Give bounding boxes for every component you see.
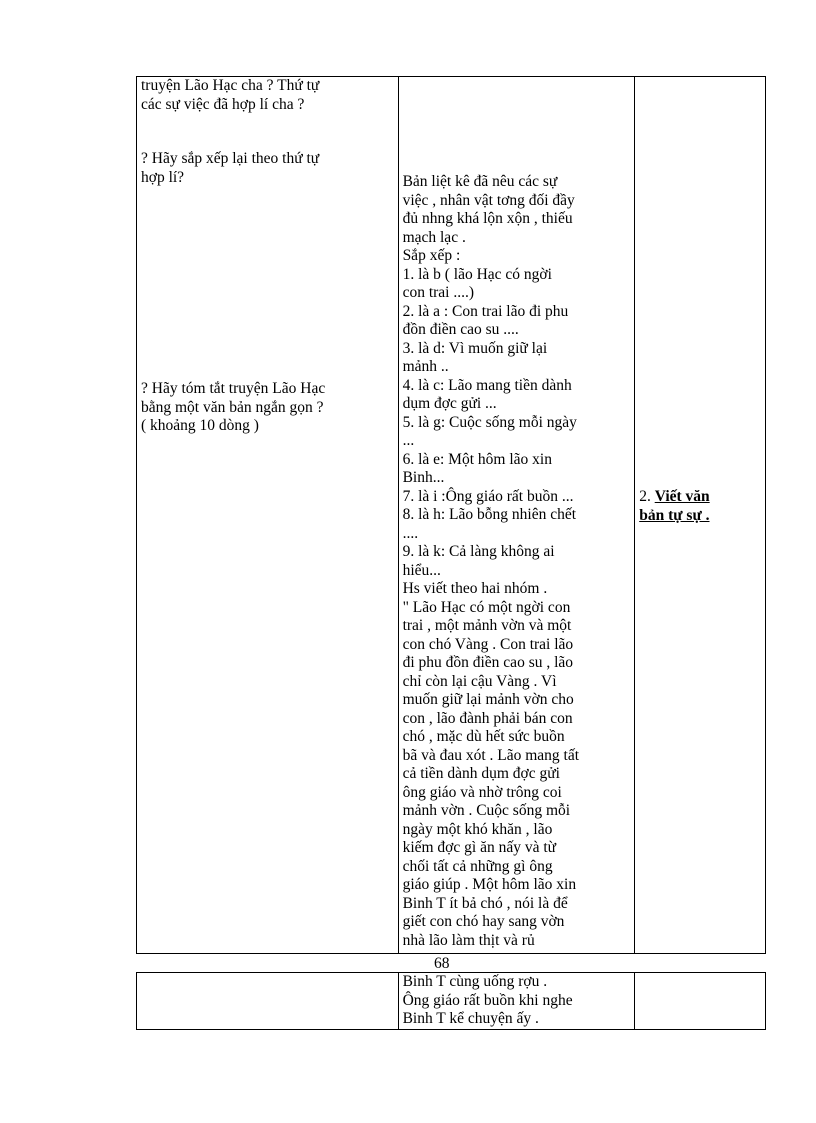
text-line: ... [402,432,415,449]
text-line: " Lão Hạc có một ngời con [402,598,571,616]
text-line: cả tiền dành dụm đợc gửi [402,765,560,782]
text-line: 6. là e: Một hôm lão xin [402,450,552,468]
text-line: chối tất cả những gì ông [402,857,553,875]
text-line: Ông giáo rất buồn khi nghe [402,991,573,1009]
text-line: truyện Lão Hạc cha ? Thứ tự [141,77,320,94]
text-line: đủ nhng khá lộn xộn , thiếu [402,210,573,227]
text-line: 1. là b ( lão Hạc có ngời [402,265,552,283]
text-line: 9. là k: Cả làng không ai [402,543,555,560]
lesson-table [136,76,766,954]
section-heading-cell [635,77,766,954]
text-line: ngày một khó khăn , lão [402,820,553,838]
text-line: muốn giữ lại mảnh vờn cho [402,691,574,708]
text-line: dụm đợc gửi ... [402,395,497,412]
text-line: hiểu... [402,561,441,579]
continuation-table [136,972,766,1030]
text-line: hợp lí? [141,168,185,186]
text-line: 5. là g: Cuộc sống mỗi ngày [402,413,577,431]
answer-text [403,173,631,950]
text-line: Binh T ít bả chó , nói là để [402,894,568,912]
text-line: các sự việc đã hợp lí cha ? [141,95,305,113]
section-title-continued: bản tự sự . [639,506,710,524]
text-line: .... [402,524,419,542]
text-line: mảnh .. [402,358,449,375]
answers-cell [398,77,635,954]
text-line: đi phu đồn điền cao su , lão [402,654,574,671]
question-1 [141,77,394,114]
text-line: kiếm đợc gì ăn nấy và từ [402,839,557,856]
text-line: việc , nhân vật tơng đối đầy [402,191,575,209]
section-number: 2. [639,488,651,505]
page-number: 68 [434,955,450,972]
text-line: nhà lão làm thịt và rủ [402,931,535,949]
question-3 [141,380,394,436]
text-line: ? Hãy sắp xếp lại theo thứ tự [141,150,320,167]
text-line: Binh... [402,469,445,486]
empty-cell [635,973,766,1030]
text-line: Binh T cùng uống rợu . [402,973,548,990]
text-line: đồn điền cao su .... [402,321,519,338]
text-line: Hs viết theo hai nhóm . [402,580,548,597]
text-line: ? Hãy tóm tắt truyện Lão Hạc [141,380,326,397]
text-line: Sắp xếp : [402,247,461,264]
text-line: ( khoảng 10 dòng ) [141,417,259,434]
table-row [137,77,766,954]
text-line: chó , mặc dù hết sức buồn [402,728,565,745]
section-title: Viết văn [654,488,710,505]
text-line: ông giáo và nhờ trông coi [402,783,562,801]
text-line: 2. là a : Con trai lão đi phu [402,302,569,320]
text-line: 8. là h: Lão bỗng nhiên chết [402,506,577,523]
empty-cell [137,973,399,1030]
text-line: trai , một mảnh vờn và một [402,617,572,634]
text-line: mảnh vờn . Cuộc sống mỗi [402,802,571,819]
text-line: con , lão đành phải bán con [402,709,573,727]
text-line: chỉ còn lại cậu Vàng . Vì [402,672,557,690]
text-line: bằng một văn bản ngắn gọn ? [141,398,324,416]
text-line: con chó Vàng . Con trai lão [402,635,574,653]
text-line: 3. là d: Vì muốn giữ lại [402,339,548,357]
answers-continued-cell [398,973,635,1030]
text-line: Bản liệt kê đã nêu các sự [402,173,558,190]
text-line: mạch lạc . [402,228,466,246]
table-row [137,973,766,1030]
text-line: 7. là i :Ông giáo rất buồn ... [402,487,574,505]
questions-cell [137,77,399,954]
section-heading [639,488,761,525]
text-line: giết con chó hay sang vờn [402,913,565,930]
question-2 [141,150,394,187]
text-line: bã và đau xót . Lão mang tất [402,746,580,764]
text-line: giáo giúp . Một hôm lão xin [402,876,577,893]
text-line: con trai ....) [402,284,475,301]
text-line: Binh T kể chuyện ấy . [402,1010,539,1027]
text-line: 4. là c: Lão mang tiền dành [402,376,572,394]
